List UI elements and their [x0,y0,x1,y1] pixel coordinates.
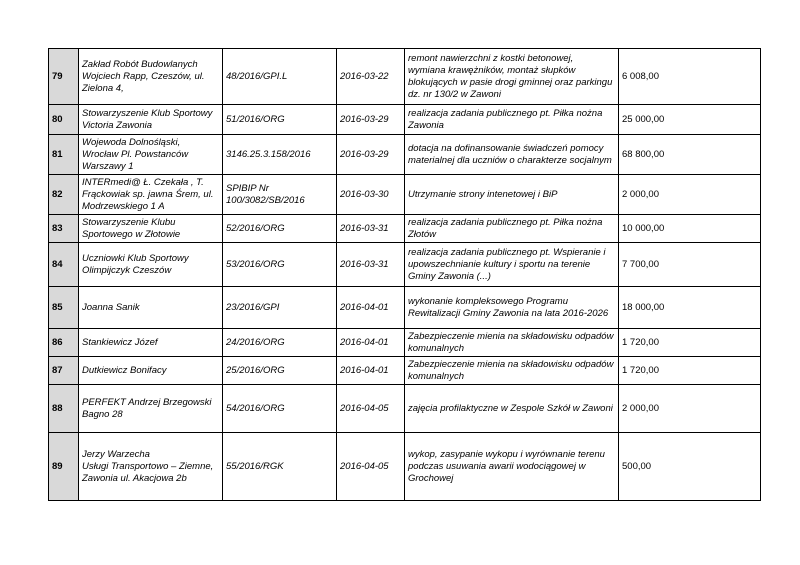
amount-cell: 7 700,00 [619,243,761,287]
amount-cell: 68 800,00 [619,135,761,175]
subject-cell: dotacja na dofinansowanie świadczeń pomocy materialnej dla uczniów o charakterze socjalnym [405,135,619,175]
table-body [49,49,761,501]
date-cell: 2016-03-29 [337,135,405,175]
subject-cell: realizacja zadania publicznego pt. Wspieranie i upowszechnianie kultury i sportu na terenie Gminy Zawonia (...) [405,243,619,287]
subject-cell: remont nawierzchni z kostki betonowej, wymiana krawężników, montaż słupków blokujących w pasie drogi gminnej oraz parkingu dz. nr 130/2 w Zawoni [405,49,619,105]
contract-number-cell: 53/2016/ORG [223,243,337,287]
amount-cell: 18 000,00 [619,287,761,329]
row-number: 84 [49,243,79,287]
contract-number-cell: 3146.25.3.158/2016 [223,135,337,175]
contractor-cell: Zakład Robót Budowlanych Wojciech Rapp, Czeszów, ul. Zielona 4, [79,49,223,105]
table-row [49,385,761,433]
date-cell: 2016-04-01 [337,287,405,329]
table-row [49,105,761,135]
date-cell: 2016-03-31 [337,215,405,243]
contract-number-cell: 24/2016/ORG [223,329,337,357]
row-number: 81 [49,135,79,175]
row-number: 88 [49,385,79,433]
contractor-cell: Wojewoda Dolnośląski, Wrocław Pl. Powstanców Warszawy 1 [79,135,223,175]
row-number: 89 [49,433,79,501]
amount-cell: 500,00 [619,433,761,501]
amount-cell: 10 000,00 [619,215,761,243]
row-number: 85 [49,287,79,329]
amount-cell: 6 008,00 [619,49,761,105]
contractor-cell: Stowarzyszenie Klub Sportowy Victoria Zawonia [79,105,223,135]
table-row [49,287,761,329]
table-row [49,329,761,357]
contract-number-cell: 54/2016/ORG [223,385,337,433]
subject-cell: wykop, zasypanie wykopu i wyrównanie terenu podczas usuwania awarii wodociągowej w Grochowej [405,433,619,501]
date-cell: 2016-03-30 [337,175,405,215]
date-cell: 2016-04-05 [337,433,405,501]
contract-number-cell: SPIBIP Nr 100/3082/SB/2016 [223,175,337,215]
contractor-cell: INTERmedi@ Ł. Czekała , T. Frąckowiak sp. jawna Śrem, ul. Modrzewskiego 1 A [79,175,223,215]
subject-cell: Zabezpieczenie mienia na składowisku odpadów komunalnych [405,357,619,385]
date-cell: 2016-03-31 [337,243,405,287]
date-cell: 2016-03-29 [337,105,405,135]
row-number: 83 [49,215,79,243]
row-number: 80 [49,105,79,135]
amount-cell: 25 000,00 [619,105,761,135]
amount-cell: 1 720,00 [619,329,761,357]
contract-number-cell: 25/2016/ORG [223,357,337,385]
subject-cell: wykonanie kompleksowego Programu Rewitalizacji Gminy Zawonia na lata 2016-2026 [405,287,619,329]
date-cell: 2016-04-01 [337,329,405,357]
amount-cell: 2 000,00 [619,385,761,433]
contractor-cell: Dutkiewicz Bonifacy [79,357,223,385]
contract-number-cell: 48/2016/GPI.L [223,49,337,105]
subject-cell: realizacja zadania publicznego pt. Piłka nożna Zawonia [405,105,619,135]
contract-number-cell: 51/2016/ORG [223,105,337,135]
contractor-cell: Stankiewicz Józef [79,329,223,357]
date-cell: 2016-03-22 [337,49,405,105]
row-number: 87 [49,357,79,385]
contract-number-cell: 55/2016/RGK [223,433,337,501]
contracts-register-table [48,48,761,501]
row-number: 79 [49,49,79,105]
date-cell: 2016-04-01 [337,357,405,385]
subject-cell: zajęcia profilaktyczne w Zespole Szkół w Zawoni [405,385,619,433]
table-row [49,215,761,243]
contractor-cell: Jerzy Warzecha Usługi Transportowo – Ziemne, Zawonia ul. Akacjowa 2b [79,433,223,501]
table-row [49,433,761,501]
contractor-cell: Joanna Sanik [79,287,223,329]
row-number: 82 [49,175,79,215]
amount-cell: 2 000,00 [619,175,761,215]
amount-cell: 1 720,00 [619,357,761,385]
table-row [49,135,761,175]
table-row [49,357,761,385]
subject-cell: Utrzymanie strony intenetowej i BiP [405,175,619,215]
subject-cell: Zabezpieczenie mienia na składowisku odpadów komunalnych [405,329,619,357]
contractor-cell: PERFEKT Andrzej Brzegowski Bagno 28 [79,385,223,433]
contract-number-cell: 52/2016/ORG [223,215,337,243]
table-row [49,243,761,287]
row-number: 86 [49,329,79,357]
table-row [49,49,761,105]
subject-cell: realizacja zadania publicznego pt. Piłka nożna Złotów [405,215,619,243]
contractor-cell: Stowarzyszenie Klubu Sportowego w Złotowie [79,215,223,243]
date-cell: 2016-04-05 [337,385,405,433]
contractor-cell: Uczniowki Klub Sportowy Olimpijczyk Czeszów [79,243,223,287]
table-row [49,175,761,215]
contract-number-cell: 23/2016/GPI [223,287,337,329]
